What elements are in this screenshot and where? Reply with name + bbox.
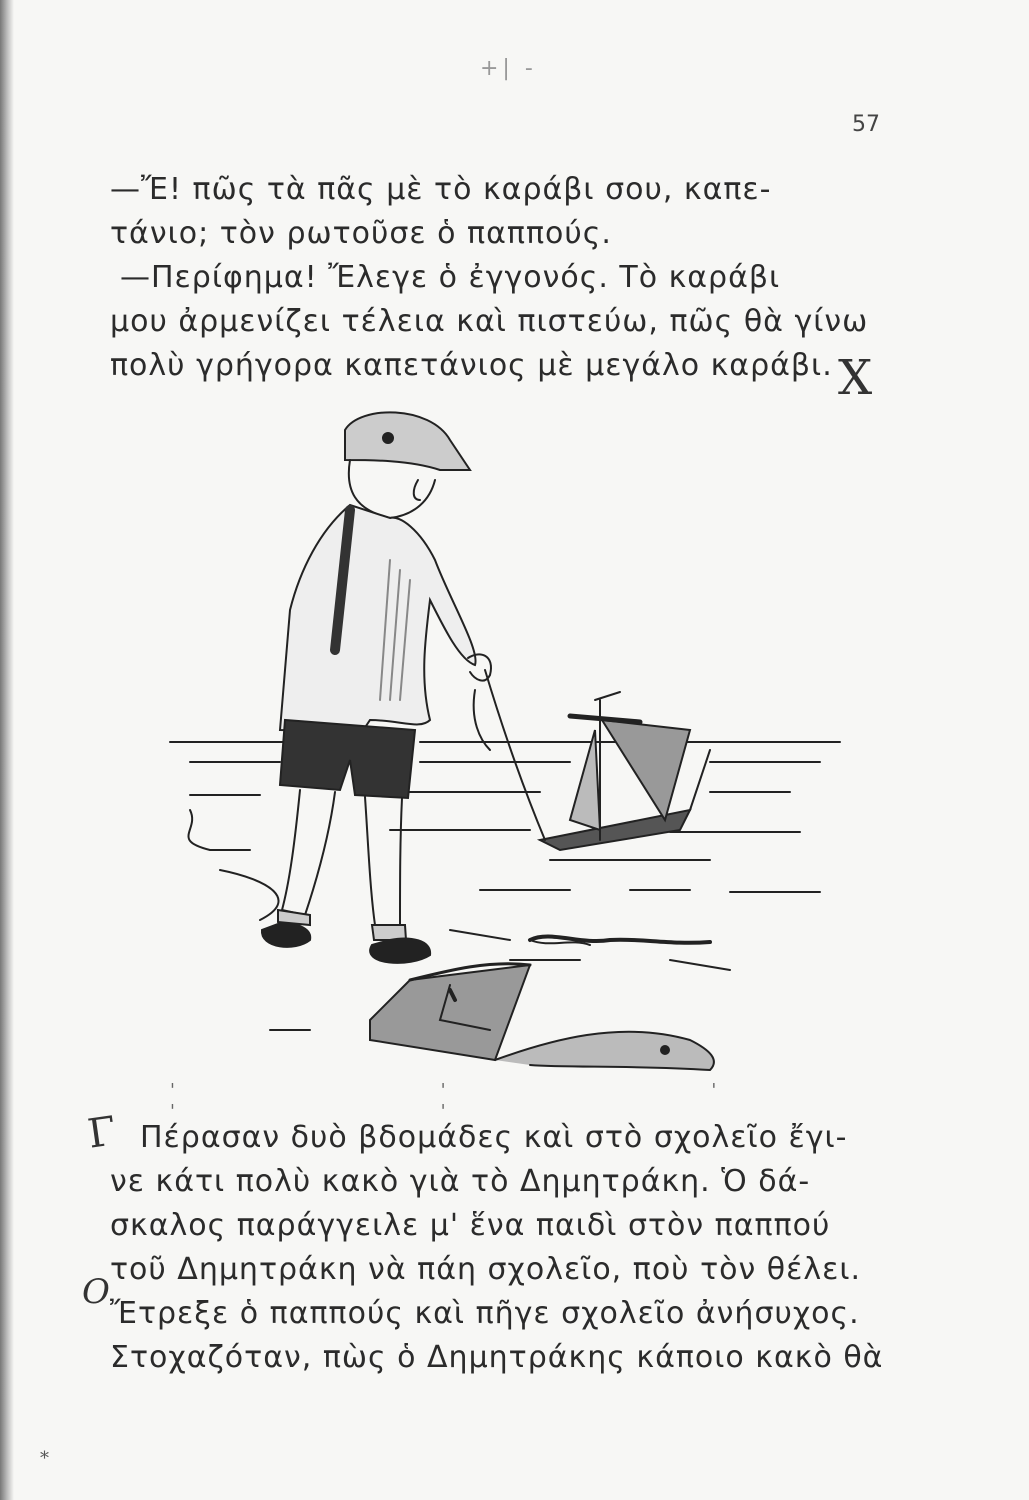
top-paragraph	[110, 168, 900, 388]
handwritten-o-mark: Ο	[82, 1272, 110, 1312]
toy-boat	[540, 692, 710, 850]
page-edge-shadow	[0, 0, 14, 1500]
text-line: Ἔτρεξε ὁ παππούς καὶ πῆγε σχολεῖο ἀνήσυχος.	[110, 1296, 860, 1331]
boy-with-toy-boat-illustration	[150, 400, 850, 1080]
text-line: μου ἀρμενίζει τέλεια καὶ πιστεύω, πῶς θὰ γίνω	[110, 304, 869, 339]
text-line: —Περίφημα! Ἔλεγε ὁ ἐγγονός. Τὸ καράβι	[120, 260, 781, 295]
pencil-note: +| -	[480, 56, 537, 81]
text-line: νε κάτι πολὺ κακὸ γιὰ τὸ Δημητράκη. Ὁ δά-	[110, 1164, 811, 1199]
text-line: τοῦ Δημητράκη νὰ πάη σχολεῖο, ποὺ τὸν θέλει.	[110, 1252, 862, 1287]
bottom-paragraph	[110, 1116, 900, 1380]
handwritten-x-mark: Χ	[838, 350, 873, 406]
star-mark: *	[40, 1448, 49, 1469]
text-line: —Ἔ! πῶς τὰ πᾶς μὲ τὸ καράβι σου, καπε-	[110, 172, 772, 207]
text-line: πολὺ γρήγορα καπετάνιος μὲ μεγάλο καράβι.	[110, 348, 833, 383]
text-line: Πέρασαν δυὸ βδομάδες καὶ στὸ σχολεῖο ἔγι-	[140, 1120, 848, 1155]
text-line: Στοχαζόταν, πὼς ὁ Δημητράκης κάποιο κακὸ θὰ	[110, 1340, 884, 1375]
boy-figure	[262, 412, 491, 963]
text-line: σκαλος παράγγειλε μ' ἕνα παιδὶ στὸν παππού	[110, 1208, 831, 1243]
handwritten-bracket-mark: Γ	[84, 1108, 119, 1158]
text-line: τάνιο; τὸν ρωτοῦσε ὁ παππούς.	[110, 216, 612, 251]
schoolbag	[370, 964, 714, 1070]
page-number: 57	[852, 112, 880, 137]
pencil-tick-marks: ' ' ' ' '	[170, 1080, 847, 1122]
